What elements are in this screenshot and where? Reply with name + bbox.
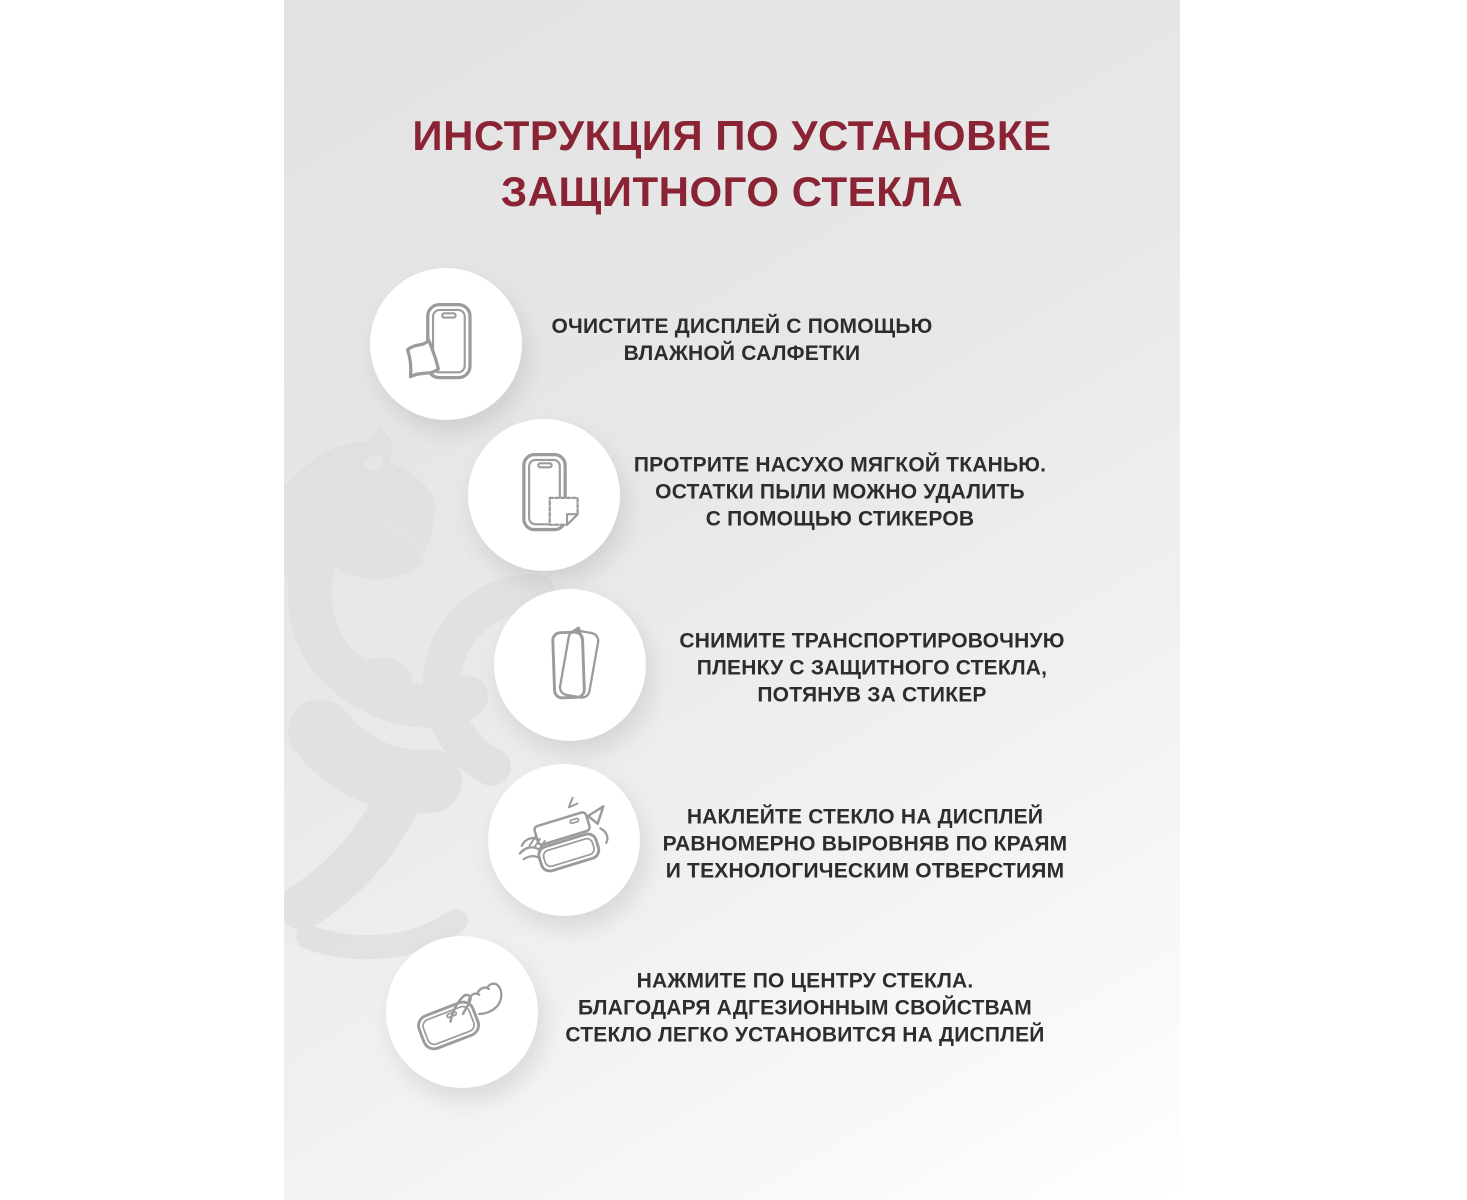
page-title-line1: ИНСТРУКЦИЯ ПО УСТАНОВКЕ <box>412 112 1052 159</box>
phone-cleaning-cloth-icon <box>398 296 494 392</box>
step-3-line: ПОТЯНУВ ЗА СТИКЕР <box>757 683 987 707</box>
step-1-line: ВЛАЖНОЙ САЛФЕТКИ <box>623 342 861 365</box>
align-glass-hands-icon <box>516 792 612 888</box>
step-4-line: НАКЛЕЙТЕ СТЕКЛО НА ДИСПЛЕЙ <box>686 805 1044 829</box>
step-5-line: БЛАГОДАРЯ АДГЕЗИОННЫМ СВОЙСТВАМ <box>577 996 1032 1020</box>
page-title-line2: ЗАЩИТНОГО СТЕКЛА <box>500 168 964 215</box>
step-4-line: РАВНОМЕРНО ВЫРОВНЯВ ПО КРАЯМ <box>662 832 1068 856</box>
step-2-text <box>634 452 1046 533</box>
step-5-text <box>565 968 1044 1049</box>
step-4-icon-circle <box>488 764 640 916</box>
transport-film-icon <box>522 617 618 713</box>
step-5-icon-circle <box>386 936 538 1088</box>
step-3-line: ПЛЕНКУ С ЗАЩИТНОГО СТЕКЛА, <box>696 656 1048 680</box>
step-5-line: СТЕКЛО ЛЕГКО УСТАНОВИТСЯ НА ДИСПЛЕЙ <box>565 1023 1045 1047</box>
phone-dust-sticker-icon <box>496 447 592 543</box>
step-2-line: ОСТАТКИ ПЫЛИ МОЖНО УДАЛИТЬ <box>655 480 1025 504</box>
step-1-text <box>551 313 932 367</box>
step-5-line: НАЖМИТЕ ПО ЦЕНТРУ СТЕКЛА. <box>636 969 974 993</box>
step-2-line: С ПОМОЩЬЮ СТИКЕРОВ <box>705 507 975 531</box>
step-3-icon-circle <box>494 589 646 741</box>
step-4-text <box>663 804 1068 885</box>
instruction-sheet <box>284 0 1180 1200</box>
step-4-line: И ТЕХНОЛОГИЧЕСКИМ ОТВЕРСТИЯМ <box>665 859 1065 883</box>
press-center-finger-icon <box>414 964 510 1060</box>
step-1-icon-circle <box>370 268 522 420</box>
page-title <box>284 108 1180 220</box>
step-2-line: ПРОТРИТЕ НАСУХО МЯГКОЙ ТКАНЬЮ. <box>633 453 1047 477</box>
step-2-icon-circle <box>468 419 620 571</box>
step-3-line: СНИМИТЕ ТРАНСПОРТИРОВОЧНУЮ <box>679 629 1065 653</box>
step-1-line: ОЧИСТИТЕ ДИСПЛЕЙ С ПОМОЩЬЮ <box>551 315 933 338</box>
step-3-text <box>679 628 1064 709</box>
